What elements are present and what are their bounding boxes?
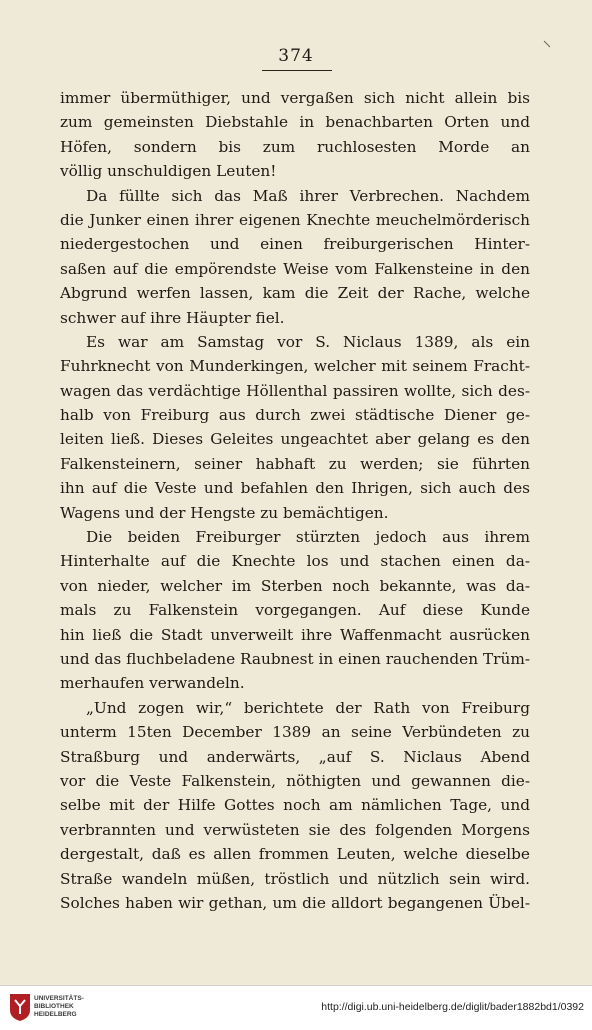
text-line: Es war am Samstag vor S. Niclaus 1389, als ein [86,332,530,351]
text-line: Falkensteinern, seiner habhaft zu werden; sie führten [60,454,530,473]
text-line: schwer auf ihre Häupter fiel. [60,308,285,327]
text-line: leiten ließ. Dieses Geleites ungeachtet aber gelang es den [60,430,530,449]
text-line: mals zu Falkenstein vorgegangen. Auf diese Kunde [60,601,530,620]
text-line: ihn auf die Veste und befahlen den Ihrigen, sich auch des [60,479,530,498]
text-line: niedergestochen und einen freiburgerischen Hinter- [60,235,530,254]
text-line: Hinterhalte auf die Knechte los und stachen einen da- [60,552,530,571]
text-line: Straßburg und anderwärts, „auf S. Niclaus Abend [60,747,530,766]
corner-mark-icon [543,40,551,48]
text-line: Wagens und der Hengste zu bemächtigen. [60,503,389,522]
text-line: Solches haben wir gethan, um die alldort begangenen Übel- [60,893,530,912]
text-line: unterm 15ten December 1389 an seine Verbündeten zu [60,723,530,742]
library-name [34,995,84,1019]
text-line: Höfen, sondern bis zum ruchlosesten Morde an [60,137,530,156]
library-name-line: HEIDELBERG [34,1011,77,1018]
library-name-line: BIBLIOTHEK [34,1003,74,1010]
text-line: Fuhrknecht von Munderkingen, welcher mit seinem Fracht- [60,357,530,376]
text-line: Die beiden Freiburger stürzten jedoch aus ihrem [86,528,530,547]
text-line: völlig unschuldigen Leuten! [60,162,277,181]
text-line: „Und zogen wir,“ berichtete der Rath von Freiburg [86,698,530,717]
text-line: halb von Freiburg aus durch zwei städtische Diener ge- [60,406,530,425]
text-line: Da füllte sich das Maß ihrer Verbrechen. Nachdem [86,186,530,205]
text-line: und das fluchbeladene Raubnest in einen rauchenden Trüm- [60,649,530,668]
heidelberg-library-logo-icon [8,992,32,1022]
text-line: die Junker einen ihrer eigenen Knechte meuchelmörderisch [60,210,530,229]
text-line: zum gemeinsten Diebstahle in benachbarten Orten und [60,113,530,132]
page-number-rule [262,70,332,71]
text-line: merhaufen verwandeln. [60,674,245,693]
text-line: vor die Veste Falkenstein, nöthigten und gewannen die- [60,771,530,790]
text-line: immer übermüthiger, und vergaßen sich nicht allein bis [60,89,530,107]
text-line: selbe mit der Hilfe Gottes noch am nämlichen Tage, und [60,796,530,815]
body-text [60,86,530,915]
text-line: wagen das verdächtige Höllenthal passiren wollte, sich des- [60,381,530,400]
text-line: von nieder, welcher im Sterben noch bekannte, was da- [60,576,530,595]
library-name-line: UNIVERSITÄTS- [34,995,84,1002]
footer-bar [0,985,592,1030]
source-url-link[interactable]: http://digi.ub.uni-heidelberg.de/diglit/bader1882bd1/0392 [321,1001,584,1013]
text-line: saßen auf die empörendste Weise vom Falkensteine in den [60,259,530,278]
text-line: verbrannten und verwüsteten sie des folgenden Morgens [60,820,530,839]
text-line: Straße wandeln müßen, tröstlich und nützlich sein wird. [60,869,530,888]
page-number: 374 [278,46,314,66]
text-line: hin ließ die Stadt unverweilt ihre Waffenmacht ausrücken [60,625,530,644]
text-line: dergestalt, daß es allen frommen Leuten, welche dieselbe [60,845,530,864]
text-line: Abgrund werfen lassen, kam die Zeit der Rache, welche [60,284,530,303]
